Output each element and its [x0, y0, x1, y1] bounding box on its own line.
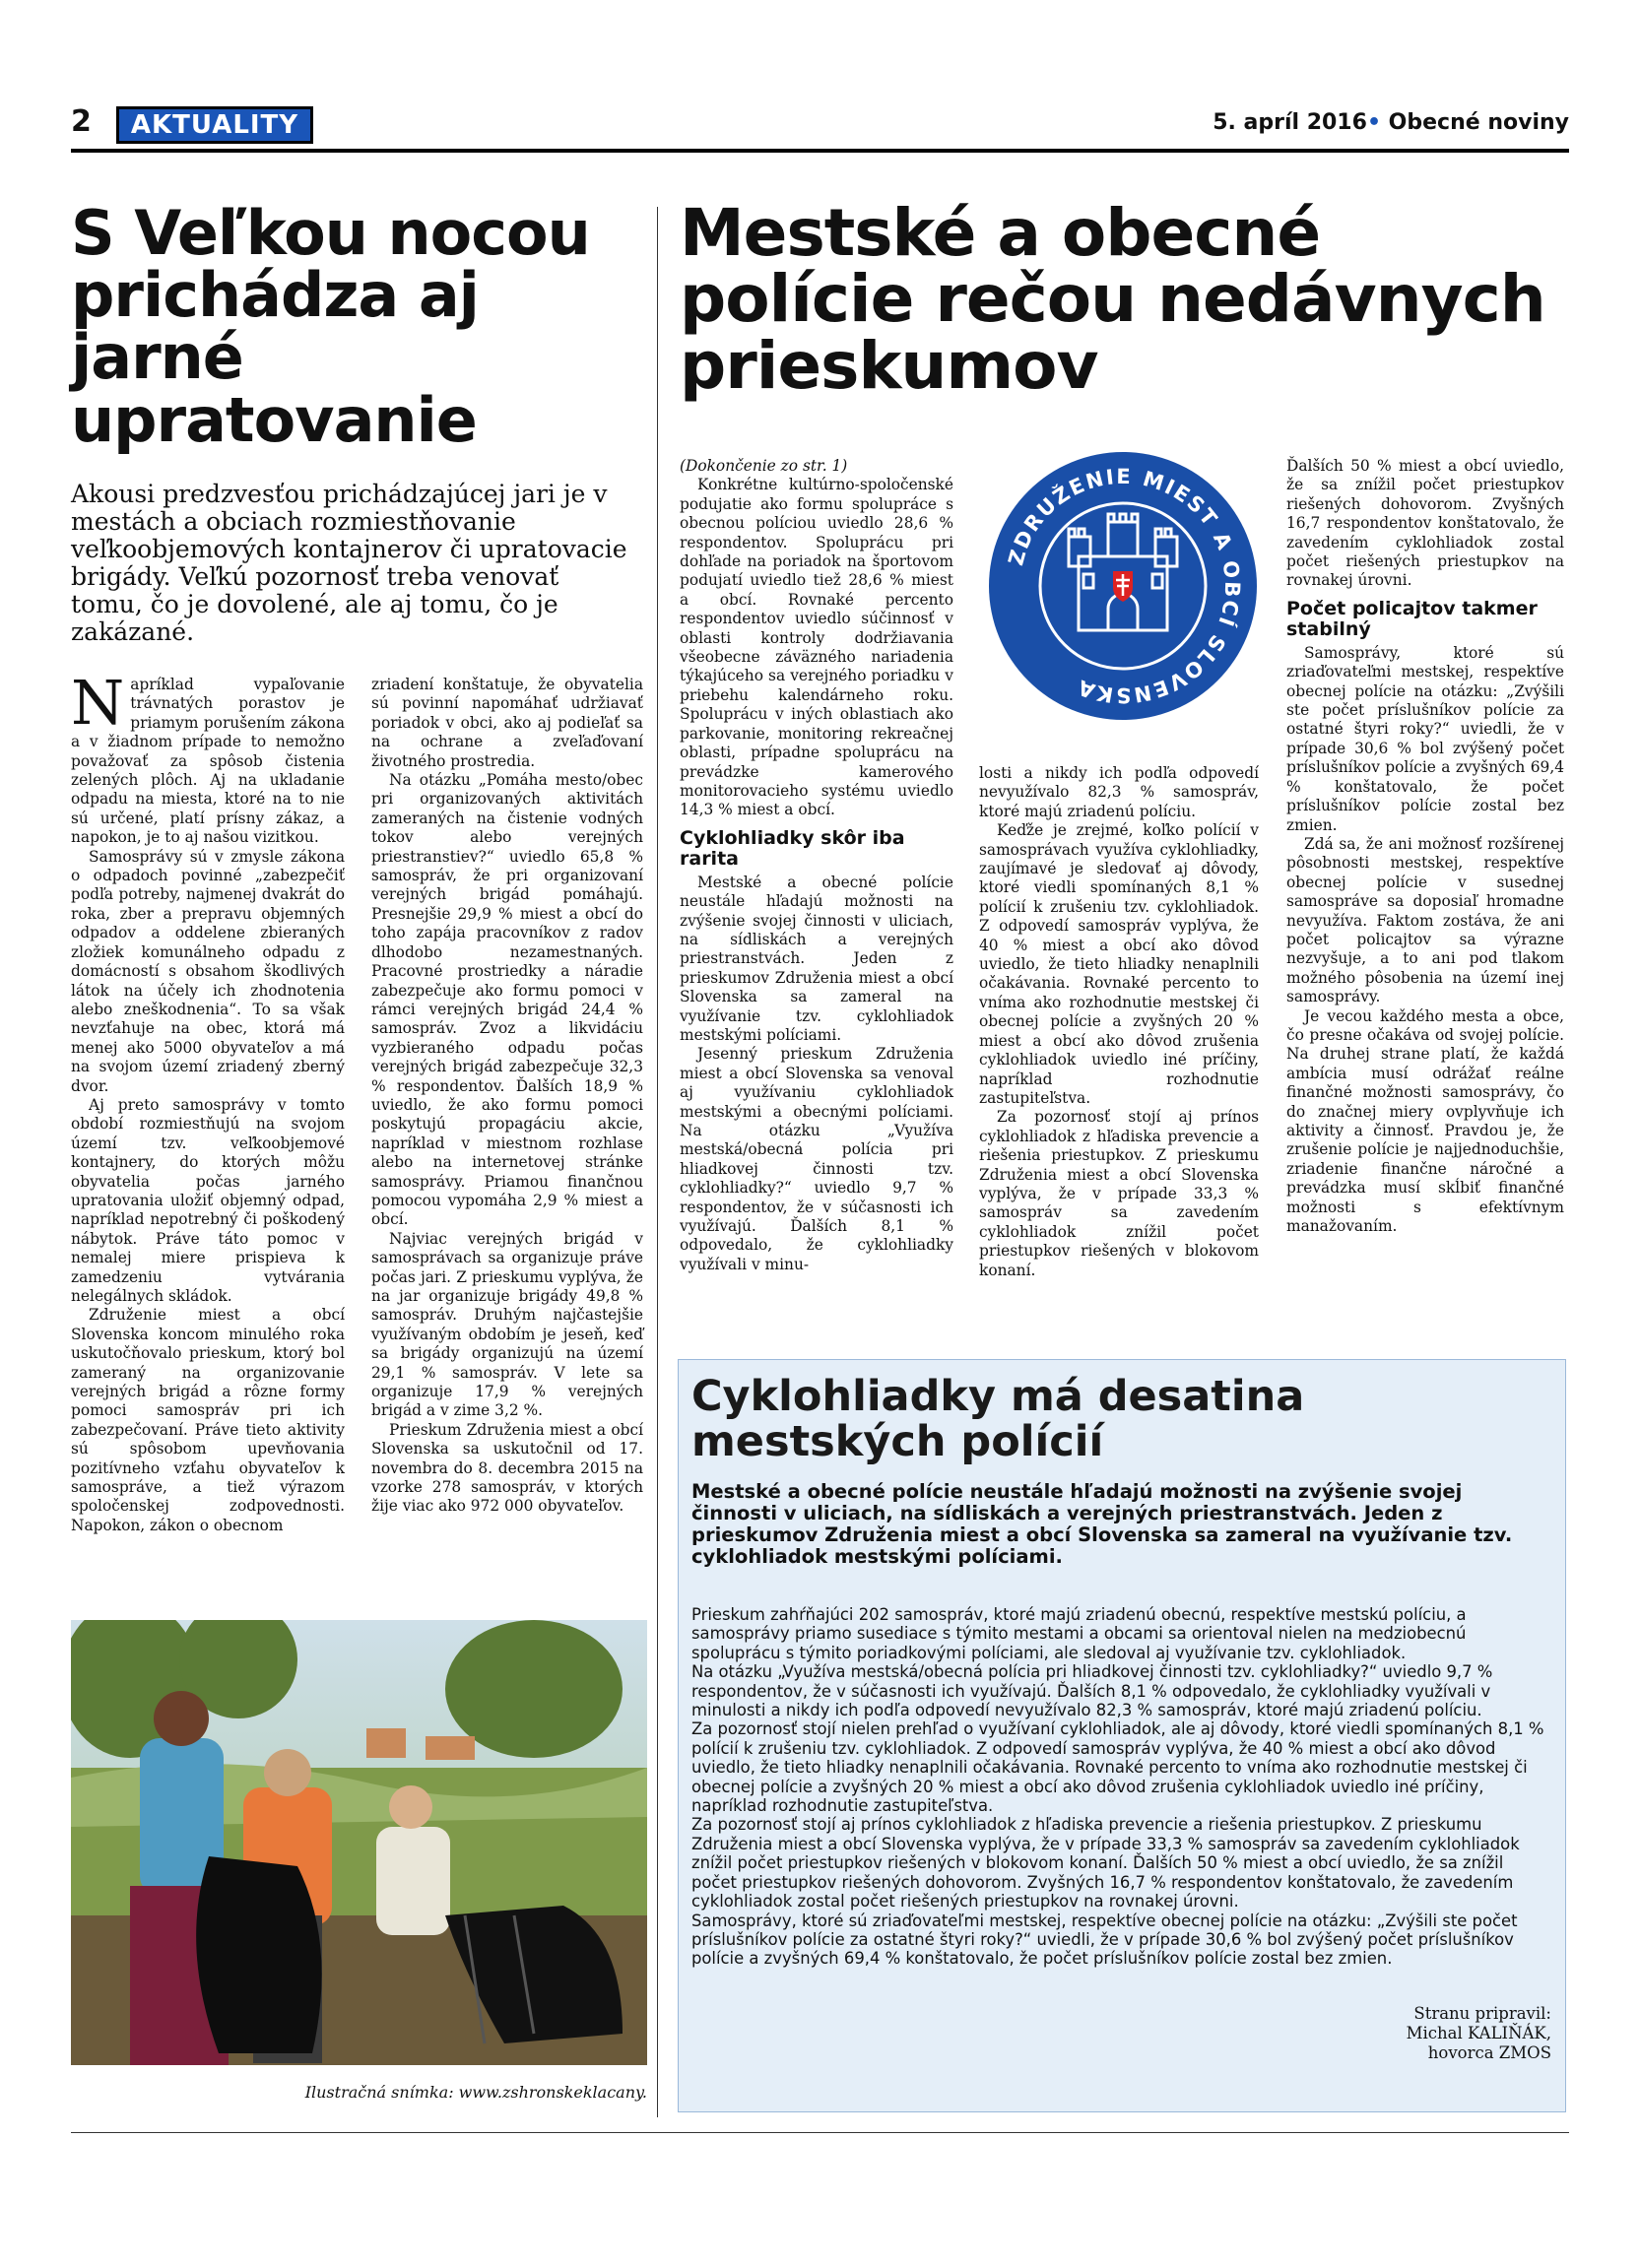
box-lead: Mestské a obecné polície neustále hľadajú možnosti na zvýšenie svojej činnosti v uliciach, na sídliskách a verejných priestranstvách. Jeden z prieskumov Združenia miest a obcí Slovenska sa zameral na využívanie tzv. cyklohliadok mestskými políciami. — [691, 1480, 1513, 1568]
svg-text:ZDRUŽENIE MIEST A OBCÍ SLOVENS: ZDRUŽENIE MIEST A OBCÍ SLOVENSKA — [1004, 464, 1245, 708]
paragraph: zriadení konštatuje, že obyvatelia sú povinní napomáhať udržiavať poriadok v obci, ako aj podieľať sa na ochrane a zveľaďovaní životného prostredia. — [371, 676, 643, 770]
section-label: AKTUALITY — [116, 106, 313, 144]
left-column-2 — [371, 676, 643, 1517]
left-column-1 — [71, 667, 345, 1535]
paragraph: Združenie miest a obcí Slovenska koncom minulého roka uskutočňovalo prieskum, ktorý bol zameraný na organizovanie verejných brigád a rôzne formy pomoci samospráv pri ich zabezpečovaní. Práve tieto aktivity sú spôsobom upevňovania pozitívneho vzťahu obyvateľov k samospráve, a tiež výrazom spoločenskej zodpovednosti. Napokon, zákon o obecnom — [71, 1306, 345, 1534]
byline-name: Michal KALIŇÁK, — [1406, 2024, 1551, 2042]
column-divider — [657, 207, 658, 2117]
right-column-1 — [680, 457, 953, 1274]
zmos-logo — [985, 448, 1261, 724]
paragraph: Samosprávy sú v zmysle zákona o odpadoch povinné „zabezpečiť podľa potreby, najmenej dvakrát do roka, zber a prepravu objemných odpadov a oddelene zbieraných zložiek komunálneho odpadu z domácností s obsahom škodlivých látok na účely ich zhodnotenia alebo zneškodnenia“. To sa však nevzťahuje na obec, ktorá má menej ako 5000 obyvateľov a má na svojom území zriadený zberný dvor. — [71, 847, 345, 1095]
paragraph: Aj preto samosprávy v tomto období rozmiestňujú na svojom území tzv. veľkoobjemové kontajnery, do ktorých môžu obyvatelia počas jarného upratovania uložiť objemný odpad, napríklad nepotrebný či poškodený nábytok. Práve táto pomoc v nemalej miere prispieva k zamedzeniu vytvárania nelegálnych skládok. — [71, 1095, 345, 1305]
paragraph: Za pozornosť stojí nielen prehľad o využívaní cyklohliadok, ale aj dôvody, ktoré viedli spomínaných 8,1 % polícií k zrušeniu tzv. cyklohliadok. Z odpovedí samospráv vyplýva, že 40 % miest a obcí ako dôvod uviedlo, že tieto hliadky nenaplnili očakávania. Rovnaké percento to vníma ako rozhodnutie mestskej či obecnej polície a zvyšných 20 % miest a obcí ako dôvod zrušenia cyklohliadok uviedlo iné príčiny, napríklad rozhodnutie zastupiteľstva. — [691, 1719, 1544, 1816]
header-rule — [71, 149, 1569, 153]
paragraph: Prieskum Združenia miest a obcí Slovenska sa uskutočnil od 17. novembra do 8. decembra 2015 na vzorke 278 samospráv, v ktorých žije viac ako 972 000 obyvateľov. — [371, 1420, 643, 1516]
paragraph: Za pozornosť stojí aj prínos cyklohliadok z hľadiska prevencie a riešenia priestupkov. Z prieskumu Združenia miest a obcí Slovenska vyplýva, že v prípade 33,3 % samospráv sa zavedením cyklohliadok znížil počet priestupkov riešených v blokovom konaní. — [979, 1108, 1259, 1279]
paragraph: Jesenný prieskum Združenia miest a obcí Slovenska sa venoval aj využívaniu cyklohliadok mestskými a obecnými políciami. Na otázku „Využíva mestská/obecná polícia pri hliadkovej činnosti tzv. cyklohliadky?“ uviedlo 9,7 % respondentov, že v súčasnosti ich využívajú. Ďalších 8,1 % odpovedalo, že cyklohliadky využívali v minu- — [680, 1045, 953, 1273]
paper-name: Obecné noviny — [1388, 110, 1569, 135]
paragraph: Samosprávy, ktoré sú zriaďovateľmi mestskej, respektíve obecnej polície na otázku: „Zvýšili ste počet príslušníkov polície za ostatné štyri roky?“ uviedli, že v prípade 30,6 % bol zvýšený počet príslušníkov polície a zvyšných 69,4 % konštatovalo, že počet príslušníkov polície zostal bez zmien. — [691, 1911, 1518, 1969]
cleanup-photo — [71, 1620, 647, 2065]
paragraph: Prieskum zahŕňajúci 202 samospráv, ktoré majú zriadenú obecnú, respektíve mestskú políciu, a samosprávy priamo susediace s týmito mestami a obcami sa orientoval nielen na medziobecnú spoluprácu s týmito poriadkovými políciami, ale sledoval aj využívanie tzv. cyklohliadok. — [691, 1605, 1467, 1662]
box-body — [691, 1605, 1548, 1969]
paragraph: Najviac verejných brigád v samosprávach sa organizuje práve počas jari. Z prieskumu vyplýva, že na jar organizuje brigády 49,8 % samospráv. Druhým najčastejšie využívaným obdobím je jeseň, keď sa brigády organizujú na území 29,1 % samospráv. V lete sa organizuje 17,9 % verejných brigád a v zime 3,2 %. — [371, 1229, 643, 1420]
issue-date: 5. apríl 2016 — [1213, 110, 1367, 135]
byline-role: hovorca ZMOS — [1427, 2043, 1551, 2062]
subheading: Počet policajtov takmer stabilný — [1286, 597, 1538, 640]
box-title: Cyklohliadky má desatina mestských polícií — [691, 1372, 1305, 1466]
photo-illustration — [71, 1620, 647, 2065]
page-number: 2 — [71, 104, 92, 139]
paragraph: Ďalších 50 % miest a obcí uviedlo, že sa znížil počet priestupkov riešených dohovorom. Zvyšných 16,7 respondentov konštatovalo, že zavedením cyklohliadok zostal počet riešených priestupkov na rovnakej úrovni. — [1286, 457, 1564, 590]
paragraph: Samosprávy, ktoré sú zriaďovateľmi mestskej, respektíve obecnej polície na otázku: „Zvýšili ste počet príslušníkov polície za ostatné štyri roky?“ uviedli, že v prípade 30,6 % bol zvýšený počet príslušníkov polície a zvyšných 69,4 % konštatovalo, že počet príslušníkov polície zostal bez zmien. — [1286, 643, 1564, 834]
photo-caption: Ilustračná snímka: www.zshronskeklacany. — [304, 2083, 647, 2102]
left-headline: S Veľkou nocou prichádza aj jarné upratovanie — [71, 197, 590, 456]
paragraph: Mestské a obecné polície neustále hľadajú možnosti na zvýšenie svojej činnosti v uliciach, na sídliskách a verejných priestranstvách. Jeden z prieskumov Združenia miest a obcí Slovenska sa zameral na využívanie tzv. cyklohliadok mestskými políciami. — [680, 873, 953, 1044]
separator-dot: • — [1366, 110, 1381, 135]
paragraph: losti a nikdy ich podľa odpovedí nevyužívalo 82,3 % samospráv, ktoré majú zriadenú políciu. — [979, 764, 1259, 820]
byline-label: Stranu pripravil: — [1413, 2004, 1551, 2023]
zmos-logo-icon — [985, 448, 1261, 724]
continued-note: (Dokončenie zo str. 1) — [680, 457, 848, 475]
paragraph: Na otázku „Využíva mestská/obecná polícia pri hliadkovej činnosti tzv. cyklohliadky?“ uviedlo 9,7 % respondentov, že v súčasnosti ich využívajú. Ďalších 8,1 % odpovedalo, že cyklohliadky využívali v minulosti a nikdy ich podľa odpovedí nevyužívalo 82,3 % samospráv, ktoré majú zriadenú políciu. — [691, 1662, 1493, 1720]
subheading: Cyklohliadky skôr iba rarita — [680, 826, 905, 870]
paragraph: Konkrétne kultúrno-spoločenské podujatie ako formu spolupráce s obecnou políciou uviedlo 28,6 % respondentov. Spoluprácu pri dohľade na poriadok na športovom podujatí uviedlo tiež 28,6 % miest a obcí. Rovnaké percento respondentov uviedlo súčinnosť v oblasti kontroly dodržiavania všeobecne záväzného nariadenia týkajúceho sa verejného poriadku v priebehu kalendárneho roku. Spoluprácu v iných oblastiach ako parkovanie, monitoring rekreačnej oblasti, prípadne spoluprácu na prevádzke kamerového monitorovacieho systému uviedlo 14,3 % miest a obcí. — [680, 476, 953, 819]
paragraph: Za pozornosť stojí aj prínos cyklohliadok z hľadiska prevencie a riešenia priestupkov. Z prieskumu Združenia miest a obcí Slovenska vyplýva, že v prípade 33,3 % samospráv sa zavedením cyklohliadok znížil počet priestupkov riešených v blokovom konaní. Ďalších 50 % miest a obcí uviedlo, že sa znížil počet priestupkov riešených dohovorom. Zvyšných 16,7 % respondentov konštatovalo, že zavedením cyklohliadok zostal počet riešených priestupkov na rovnakej úrovni. — [691, 1815, 1520, 1912]
dateline — [1213, 110, 1569, 135]
right-headline: Mestské a obecné polície rečou nedávnych prieskumov — [680, 195, 1545, 404]
right-column-2 — [979, 764, 1259, 1280]
footer-rule — [71, 2132, 1569, 2133]
paragraph: Na otázku „Pomáha mesto/obec pri organizovaných aktivitách zameraných na čistenie vodných tokov alebo verejných priestranstiev?“ uviedlo 65,8 % samospráv, že pri organizovaní verejných brigád pomáhajú. Presnejšie 29,9 % miest a obcí do toho zapája pracovníkov z radov dlhodobo nezamestnaných. Pracovné prostriedky a náradie zabezpečuje ako formu pomoci v rámci verejných brigád 24,4 % samospráv. Zvoz a likvidáciu vyzbieraného odpadu počas verejných brigád zabezpečuje 32,3 % respondentov. Ďalších 18,9 % uviedlo, že ako formu pomoci poskytujú propagáciu akcie, napríklad v miestnom rozhlase alebo na internetovej stránke samosprávy. Priamou finančnou pomocou vypomáha 2,9 % miest a obcí. — [371, 771, 643, 1229]
right-column-3 — [1286, 457, 1564, 1236]
left-standfirst: Akousi predzvesťou prichádzajúcej jari je v mestách a obciach rozmiestňovanie veľkoobjemových kontajnerov či upratovacie brigády. Veľkú pozornosť treba venovať tomu, čo je dovolené, ale aj tomu, čo je zakázané. — [71, 480, 627, 646]
byline — [1280, 2004, 1551, 2063]
drop-cap: N — [71, 667, 125, 739]
paragraph: Napríklad vypaľovanie trávnatých porastov je priamym porušením zákona a v žiadnom prípade to nemožno považovať za spôsob čistenia zelených plôch. Aj na ukladanie odpadu na miesta, ktoré na to nie sú určené, platí prísny zákaz, a napokon, je to aj našou vizitkou. — [71, 667, 345, 847]
paragraph: Je vecou každého mesta a obce, čo presne očakáva od svojej polície. Na druhej strane platí, že každá ambícia musí odrážať reálne finančné možnosti samosprávy, čo do značnej miery ovplyvňuje ich aktivity a činnosť. Pravdou je, že zrušenie polície je najjednoduchšie, zriadenie finančne náročné a prevádzka musí skĺbiť finančné možnosti s efektívnym manažovaním. — [1286, 1006, 1564, 1236]
paragraph: Zdá sa, že ani možnosť rozšírenej pôsobnosti mestskej, respektíve obecnej polície v susednej samospráve sa doposiaľ hromadne nevyužíva. Faktom zostáva, že ani počet policajtov sa výrazne nezvyšuje, a to ani pod tlakom možného pôsobenia na území inej samosprávy. — [1286, 834, 1564, 1006]
paragraph: Keďže je zrejmé, koľko polícií v samosprávach využíva cyklohliadky, zaujímavé je sledovať aj dôvody, ktoré viedli spomínaných 8,1 % polícií k zrušeniu tzv. cyklohliadok. Z odpovedí samospráv vyplýva, že 40 % miest a obcí ako dôvod uviedlo, že tieto hliadky nenaplnili očakávania. Rovnaké percento to vníma ako rozhodnutie mestskej či obecnej polície a zvyšných 20 % miest a obcí ako dôvod zrušenia cyklohliadok uviedlo iné príčiny, napríklad rozhodnutie zastupiteľstva. — [979, 821, 1259, 1107]
